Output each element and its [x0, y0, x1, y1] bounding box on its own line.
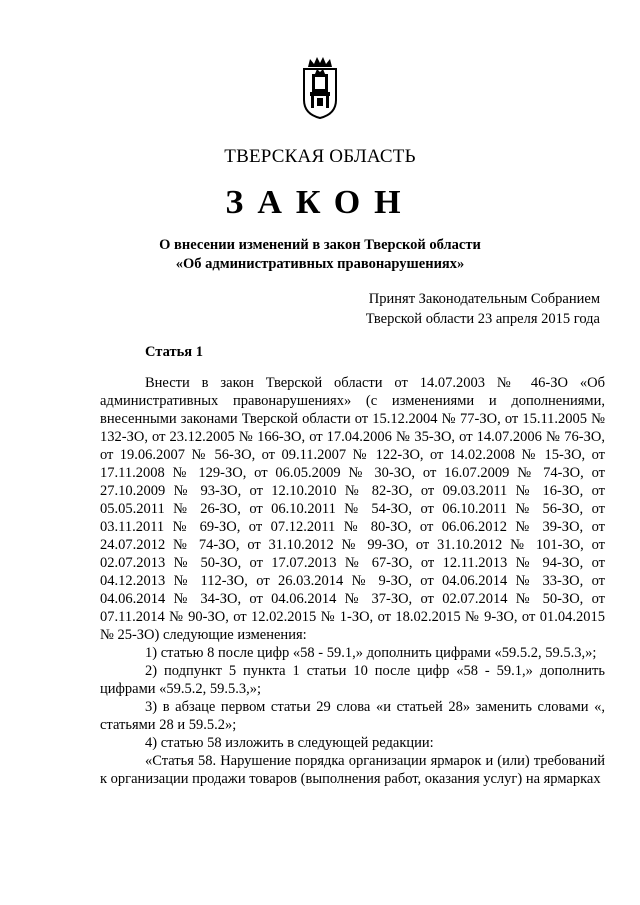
article-body: [100, 374, 605, 788]
adoption-line: Тверской области 23 апреля 2015 года: [365, 311, 600, 327]
document-type: ЗАКОН: [225, 184, 415, 221]
subtitle-line: О внесении изменений в закон Тверской области: [159, 237, 481, 253]
paragraph: «Статья 58. Нарушение порядка организации ярмарок и (или) требований к организации продажи товаров (выполнения работ, оказания услуг) на ярмарках: [100, 753, 605, 787]
subtitle-line: «Об административных правонарушениях»: [175, 256, 465, 272]
paragraph: 4) статью 58 изложить в следующей редакции:: [145, 735, 434, 751]
coat-of-arms-icon: [300, 54, 340, 120]
adoption-note: [366, 289, 600, 329]
article-title: Статья 1: [145, 344, 203, 360]
adoption-line: Принят Законодательным Собранием: [368, 291, 600, 307]
paragraph: 3) в абзаце первом статьи 29 слова «и статьей 28» заменить словами «, статьями 28 и 59.5.2»;: [100, 699, 605, 733]
paragraph: 1) статью 8 после цифр «58 - 59.1,» дополнить цифрами «59.5.2, 59.5.3,»;: [145, 645, 597, 661]
paragraph: 2) подпункт 5 пункта 1 статьи 10 после цифр «58 - 59.1,» дополнить цифрами «59.5.2, 59.5.3,»;: [100, 663, 605, 697]
law-subtitle: [0, 236, 640, 274]
paragraph: Внести в закон Тверской области от 14.07.2003 № 46-ЗО «Об административных правонарушениях» (с изменениями и дополнениями, внесенными законами Тверской области от 15.12.2004 № 77-ЗО, от 15.11.2005 № 132-ЗО, от 23.12.2005 № 166-ЗО, от 17.04.2006 № 35-ЗО, от 14.07.2006 № 76-ЗО, от 19.06.2007 № 56-ЗО, от 09.11.2007 № 122-ЗО, от 14.02.2008 № 15-ЗО, от 17.11.2008 № 129-ЗО, от 06.05.2009 № 30-ЗО, от 16.07.2009 № 74-ЗО, от 27.10.2009 № 93-ЗО, от 12.10.2010 № 82-ЗО, от 09.03.2011 № 16-ЗО, от 05.05.2011 № 26-ЗО, от 06.10.2011 № 54-ЗО, от 06.10.2011 № 56-ЗО, от 03.11.2011 № 69-ЗО, от 07.12.2011 № 80-ЗО, от 06.06.2012 № 39-ЗО, от 24.07.2012 № 74-ЗО, от 31.10.2012 № 99-ЗО, от 31.10.2012 № 101-ЗО, от 02.07.2013 № 50-ЗО, от 17.07.2013 № 67-ЗО, от 12.11.2013 № 94-ЗО, от 04.12.2013 № 112-ЗО, от 26.03.2014 № 9-ЗО, от 04.06.2014 № 33-ЗО, от 04.06.2014 № 34-ЗО, от 04.06.2014 № 37-ЗО, от 02.07.2014 № 50-ЗО, от 07.11.2014 № 90-ЗО, от 12.02.2015 № 1-ЗО, от 18.02.2015 № 9-ЗО, от 01.04.2015 № 25-ЗО) следующие изменения:: [100, 375, 605, 643]
region-title: ТВЕРСКАЯ ОБЛАСТЬ: [224, 146, 416, 167]
